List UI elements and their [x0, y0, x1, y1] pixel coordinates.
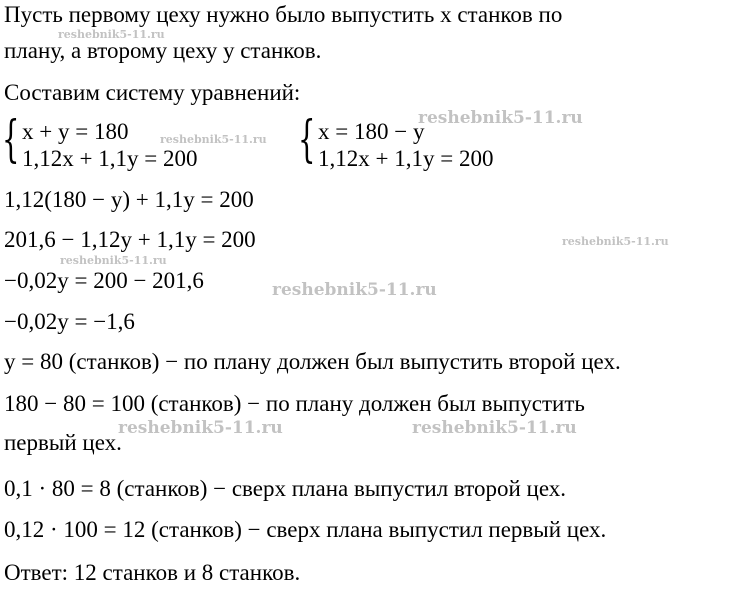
watermark: reshebnik5-11.ru — [418, 108, 583, 128]
text-line-4: 1,12(180 − y) + 1,1y = 200 — [4, 187, 254, 212]
text-line-2: плану, а второму цеху y станков. — [4, 38, 322, 63]
text-line-3: Составим систему уравнений: — [4, 80, 301, 105]
system-1-eq-2: 1,12x + 1,1y = 200 — [22, 146, 198, 171]
text-line-6: −0,02y = 200 − 201,6 — [4, 268, 204, 293]
watermark: reshebnik5-11.ru — [272, 280, 437, 300]
text-line-13: Ответ: 12 станков и 8 станков. — [4, 560, 301, 585]
text-line-9: 180 − 80 = 100 (станков) − по плану должен был выпустить — [4, 391, 585, 416]
watermark: reshebnik5-11.ru — [118, 418, 283, 438]
watermark: reshebnik5-11.ru — [562, 235, 669, 248]
system-1-brace: { — [2, 110, 20, 168]
system-2-eq-1: x = 180 − y — [318, 119, 425, 144]
watermark: reshebnik5-11.ru — [160, 133, 267, 146]
system-2-eq-2: 1,12x + 1,1y = 200 — [318, 146, 494, 171]
text-line-8: y = 80 (станков) − по плану должен был выпустить второй цех. — [4, 349, 621, 374]
watermark: reshebnik5-11.ru — [58, 28, 165, 41]
watermark: reshebnik5-11.ru — [412, 418, 577, 438]
text-line-1: Пусть первому цеху нужно было выпустить x станков по — [4, 2, 563, 27]
watermark: reshebnik5-11.ru — [60, 254, 167, 267]
system-2-brace: { — [298, 110, 316, 168]
text-line-12: 0,12 · 100 = 12 (станков) − сверх плана выпустил первый цех. — [4, 517, 607, 542]
text-line-7: −0,02y = −1,6 — [4, 309, 135, 334]
text-line-10: первый цех. — [4, 430, 122, 455]
system-1-eq-1: x + y = 180 — [22, 119, 129, 144]
text-line-5: 201,6 − 1,12y + 1,1y = 200 — [4, 227, 256, 252]
text-line-11: 0,1 · 80 = 8 (станков) − сверх плана выпустил второй цех. — [4, 476, 566, 501]
